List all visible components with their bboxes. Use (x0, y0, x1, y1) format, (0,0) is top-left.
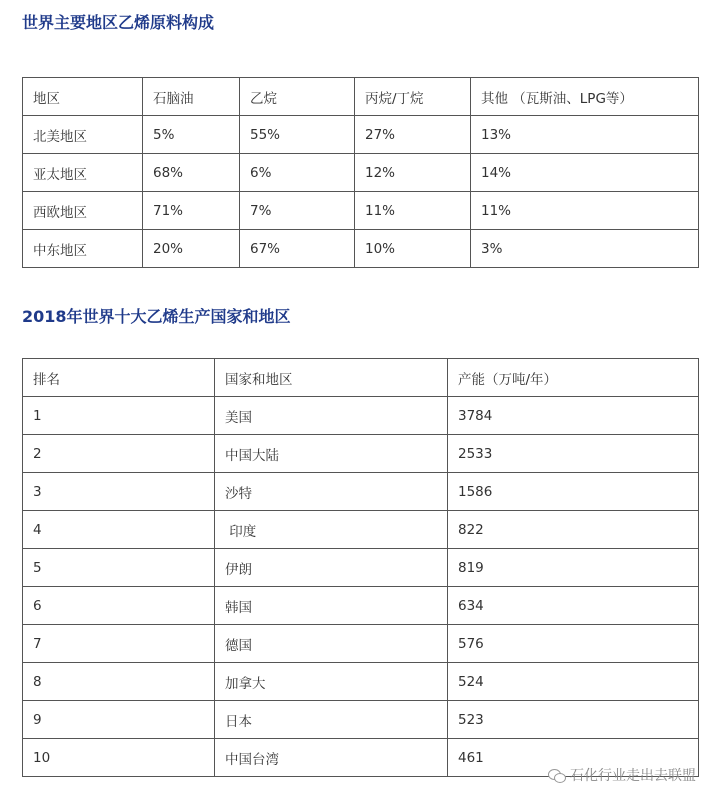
region-cell: 亚太地区 (23, 154, 143, 192)
country-cell: 伊朗 (215, 549, 448, 587)
header-cell: 排名 (23, 359, 215, 397)
table-row (23, 473, 699, 511)
value-cell: 11% (471, 192, 699, 230)
wechat-icon (548, 768, 566, 782)
capacity-cell: 524 (448, 663, 699, 701)
value-cell: 11% (355, 192, 471, 230)
country-cell: 美国 (215, 397, 448, 435)
rank-cell: 8 (23, 663, 215, 701)
capacity-cell: 2533 (448, 435, 699, 473)
value-cell: 3% (471, 230, 699, 268)
capacity-cell: 1586 (448, 473, 699, 511)
table2-title: 2018年世界十大乙烯生产国家和地区 (22, 307, 291, 326)
table1-title: 世界主要地区乙烯原料构成 (22, 13, 215, 32)
header-cell: 国家和地区 (215, 359, 448, 397)
watermark-text: 石化行业走出去联盟 (570, 768, 696, 784)
rank-cell: 9 (23, 701, 215, 739)
feedstock-table (22, 77, 699, 268)
rank-cell: 3 (23, 473, 215, 511)
country-cell: 德国 (215, 625, 448, 663)
capacity-cell: 822 (448, 511, 699, 549)
table-header-row (23, 359, 699, 397)
region-cell: 西欧地区 (23, 192, 143, 230)
rank-cell: 1 (23, 397, 215, 435)
table-row (23, 397, 699, 435)
region-cell: 中东地区 (23, 230, 143, 268)
table-row (23, 663, 699, 701)
country-cell: 中国台湾 (215, 739, 448, 777)
capacity-cell: 3784 (448, 397, 699, 435)
capacity-cell: 523 (448, 701, 699, 739)
country-cell: 印度 (215, 511, 448, 549)
rank-cell: 5 (23, 549, 215, 587)
table-row (23, 154, 699, 192)
header-cell: 产能（万吨/年） (448, 359, 699, 397)
table-row (23, 587, 699, 625)
capacity-cell: 576 (448, 625, 699, 663)
country-cell: 沙特 (215, 473, 448, 511)
country-cell: 加拿大 (215, 663, 448, 701)
value-cell: 14% (471, 154, 699, 192)
capacity-cell: 819 (448, 549, 699, 587)
value-cell: 20% (143, 230, 240, 268)
table-row (23, 549, 699, 587)
rank-cell: 6 (23, 587, 215, 625)
rank-cell: 2 (23, 435, 215, 473)
header-cell: 丙烷/丁烷 (355, 78, 471, 116)
value-cell: 68% (143, 154, 240, 192)
region-cell: 北美地区 (23, 116, 143, 154)
table-row (23, 625, 699, 663)
value-cell: 27% (355, 116, 471, 154)
table-header-row (23, 78, 699, 116)
ranking-table (22, 358, 699, 777)
header-cell: 其他 （瓦斯油、LPG等） (471, 78, 699, 116)
country-cell: 中国大陆 (215, 435, 448, 473)
country-cell: 日本 (215, 701, 448, 739)
value-cell: 10% (355, 230, 471, 268)
value-cell: 13% (471, 116, 699, 154)
value-cell: 5% (143, 116, 240, 154)
capacity-cell: 461 (448, 739, 699, 777)
value-cell: 12% (355, 154, 471, 192)
watermark (548, 765, 696, 785)
table-row (23, 701, 699, 739)
table-row (23, 511, 699, 549)
value-cell: 55% (240, 116, 355, 154)
country-cell: 韩国 (215, 587, 448, 625)
rank-cell: 7 (23, 625, 215, 663)
rank-cell: 10 (23, 739, 215, 777)
header-cell: 地区 (23, 78, 143, 116)
table-row (23, 192, 699, 230)
header-cell: 石脑油 (143, 78, 240, 116)
value-cell: 67% (240, 230, 355, 268)
rank-cell: 4 (23, 511, 215, 549)
table-row (23, 435, 699, 473)
capacity-cell: 634 (448, 587, 699, 625)
value-cell: 6% (240, 154, 355, 192)
header-cell: 乙烷 (240, 78, 355, 116)
value-cell: 71% (143, 192, 240, 230)
value-cell: 7% (240, 192, 355, 230)
table-row (23, 230, 699, 268)
table-row (23, 116, 699, 154)
